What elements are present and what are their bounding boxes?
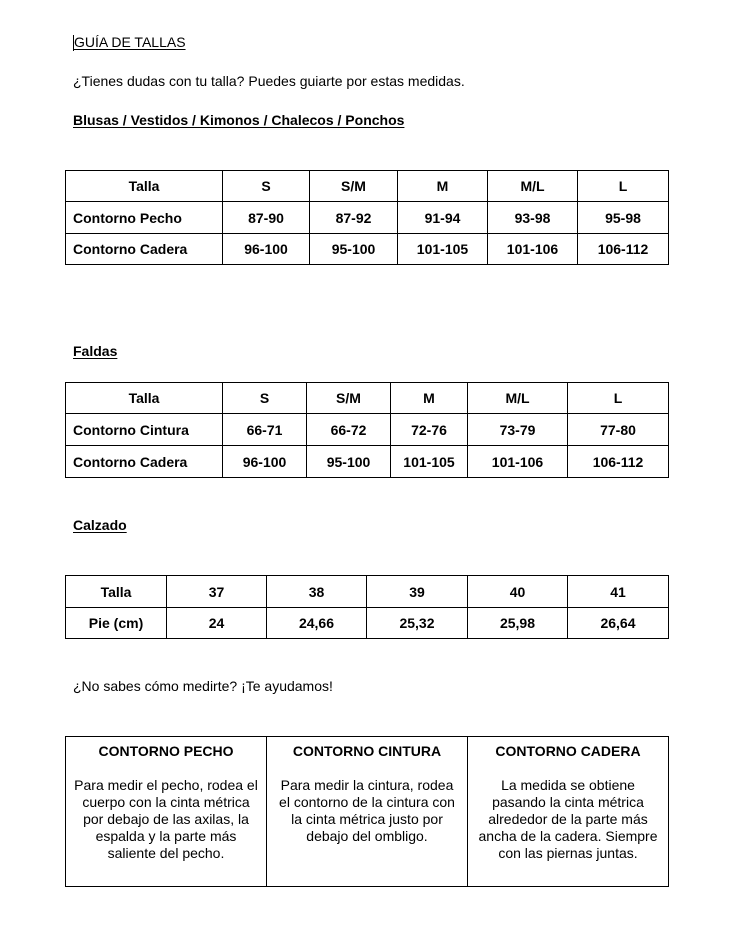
table-row: [66, 446, 669, 478]
table-row: [66, 414, 669, 446]
section-heading-calzado: Calzado: [73, 517, 127, 533]
table-cell: 87-90: [223, 202, 310, 234]
size-table-calzado: [65, 575, 669, 639]
header-cell: Talla: [66, 576, 167, 608]
table-cell: 24: [167, 608, 267, 639]
table-cell: 101-106: [488, 234, 578, 265]
table-cell: 96-100: [223, 234, 310, 265]
table-cell: 95-100: [307, 446, 391, 478]
table-cell: 72-76: [391, 414, 468, 446]
header-cell: S/M: [307, 383, 391, 414]
help-cell-cadera: [468, 737, 669, 887]
table-row: [66, 576, 669, 608]
row-label: Contorno Cintura: [66, 414, 223, 446]
table-cell: 25,98: [468, 608, 568, 639]
table-cell: 91-94: [398, 202, 488, 234]
row-label: Contorno Pecho: [66, 202, 223, 234]
help-title: CONTORNO PECHO: [98, 743, 234, 759]
help-text: La medida se obtiene pasando la cinta métrica alrededor de la parte más ancha de la cadera. Siempre con las piernas juntas.: [478, 777, 658, 861]
header-cell: 39: [367, 576, 468, 608]
help-title: CONTORNO CADERA: [495, 743, 641, 759]
section-heading-blusas: Blusas / Vestidos / Kimonos / Chalecos / Ponchos: [73, 112, 405, 128]
header-cell: S: [223, 383, 307, 414]
table-cell: 106-112: [578, 234, 669, 265]
table-cell: 93-98: [488, 202, 578, 234]
help-cell-pecho: [66, 737, 267, 887]
table-row: [66, 171, 669, 202]
table-cell: 106-112: [568, 446, 669, 478]
header-cell: 40: [468, 576, 568, 608]
table-cell: 95-100: [310, 234, 398, 265]
table-row: [66, 234, 669, 265]
help-text: Para medir la cintura, rodea el contorno de la cintura con la cinta métrica justo por debajo del ombligo.: [279, 777, 455, 844]
table-cell: 95-98: [578, 202, 669, 234]
header-cell: M/L: [488, 171, 578, 202]
header-cell: L: [568, 383, 669, 414]
row-label: Contorno Cadera: [66, 234, 223, 265]
header-cell: S: [223, 171, 310, 202]
header-cell: 38: [267, 576, 367, 608]
header-cell: M/L: [468, 383, 568, 414]
header-cell: M: [391, 383, 468, 414]
table-cell: 24,66: [267, 608, 367, 639]
header-cell: L: [578, 171, 669, 202]
table-row: [66, 383, 669, 414]
table-cell: 66-71: [223, 414, 307, 446]
table-cell: 73-79: [468, 414, 568, 446]
table-cell: 101-106: [468, 446, 568, 478]
help-cell-cintura: [267, 737, 468, 887]
table-cell: 96-100: [223, 446, 307, 478]
table-row: [66, 608, 669, 639]
help-text: Para medir el pecho, rodea el cuerpo con la cinta métrica por debajo de las axilas, la espalda y la parte más saliente del pecho.: [74, 777, 258, 861]
measure-help-table: [65, 736, 669, 887]
help-title: CONTORNO CINTURA: [292, 743, 442, 759]
header-cell: Talla: [66, 171, 223, 202]
help-question: ¿No sabes cómo medirte? ¡Te ayudamos!: [73, 678, 333, 694]
table-cell: 66-72: [307, 414, 391, 446]
table-cell: 26,64: [568, 608, 669, 639]
table-cell: 77-80: [568, 414, 669, 446]
table-cell: 87-92: [310, 202, 398, 234]
table-cell: 101-105: [398, 234, 488, 265]
header-cell: M: [398, 171, 488, 202]
table-cell: 101-105: [391, 446, 468, 478]
header-cell: Talla: [66, 383, 223, 414]
size-table-faldas: [65, 382, 669, 478]
header-cell: S/M: [310, 171, 398, 202]
header-cell: 37: [167, 576, 267, 608]
row-label: Pie (cm): [66, 608, 167, 639]
table-row: [66, 202, 669, 234]
size-table-blusas: [65, 170, 669, 265]
row-label: Contorno Cadera: [66, 446, 223, 478]
section-heading-faldas: Faldas: [73, 343, 118, 359]
document-title: GUÍA DE TALLAS: [74, 34, 186, 50]
header-cell: 41: [568, 576, 669, 608]
intro-text: ¿Tienes dudas con tu talla? Puedes guiarte por estas medidas.: [73, 73, 465, 89]
table-cell: 25,32: [367, 608, 468, 639]
table-row: [66, 737, 669, 887]
